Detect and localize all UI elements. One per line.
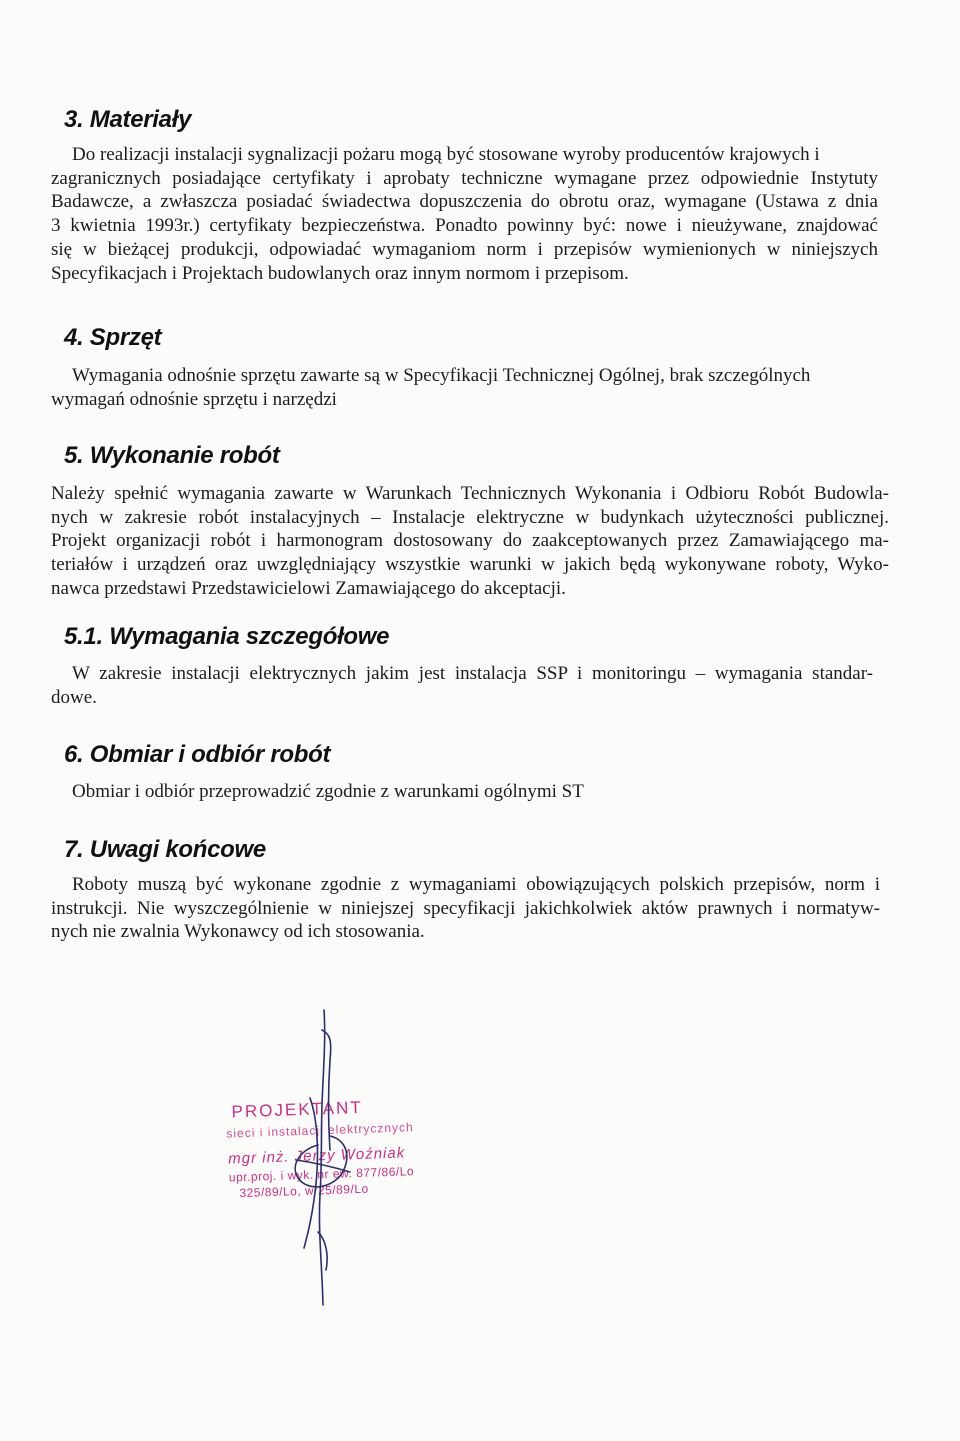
svg-text:mgr inż. Jerzy Woźniak: mgr inż. Jerzy Woźniak	[227, 1144, 406, 1168]
text-line: Obmiar i odbiór przeprowadzić zgodnie z warunkami ogólnymi ST	[72, 781, 584, 802]
text-line: wymagań odnośnie sprzętu i narzędzi	[51, 388, 337, 410]
text-line: Roboty muszą być wykonane zgodnie z wymaganiami obowiązujących polskich przepisów, norm i	[72, 874, 880, 895]
svg-text:upr.proj. i wyk. nr ew. 877/86: upr.proj. i wyk. nr ew. 877/86/Lo	[228, 1164, 415, 1185]
section-heading-obmiar-odbior: 6. Obmiar i odbiór robót	[64, 741, 331, 768]
text-line: 3 kwietnia 1993r.) certyfikaty bezpieczeństwa. Ponadto powinny być: nowe i nieużywane, znajdować	[51, 215, 878, 237]
text-line: teriałów i urządzeń oraz uwzględniający wszystkie warunki w jakich będą wykonywane roboty, Wyko-	[51, 554, 889, 576]
svg-text:PROJEKTANT: PROJEKTANT	[231, 1097, 364, 1122]
text-line: Wymagania odnośnie sprzętu zawarte są w Specyfikacji Technicznej Ogólnej, brak szczególnych	[72, 365, 811, 386]
text-line: instrukcji. Nie wyszczególnienie w niniejszej specyfikacji jakichkolwiek aktów prawnych i normatyw-	[51, 897, 880, 919]
text-line: Do realizacji instalacji sygnalizacji pożaru mogą być stosowane wyroby producentów krajowych i	[72, 144, 820, 165]
text-line: się w bieżącej produkcji, odpowiadać wymaganiom norm i przepisów wymienionych w niniejszych	[51, 238, 878, 260]
section-heading-wymagania-szczegolowe: 5.1. Wymagania szczegółowe	[64, 623, 390, 650]
section-heading-wykonanie-robot: 5. Wykonanie robót	[64, 442, 280, 469]
text-line: Specyfikacjach i Projektach budowlanych oraz innym normom i przepisom.	[51, 262, 629, 284]
svg-text:325/89/Lo, w/25/89/Lo: 325/89/Lo, w/25/89/Lo	[239, 1181, 369, 1201]
text-line: zagranicznych posiadające certyfikaty i aprobaty techniczne wymagane przez odpowiednie Instytuty	[51, 167, 878, 189]
text-line: nawca przedstawi Przedstawicielowi Zamawiającego do akceptacji.	[51, 577, 566, 599]
text-line: nych w zakresie robót instalacyjnych – Instalacje elektryczne w budynkach użyteczności publicznej.	[51, 506, 889, 528]
text-line: Badawcze, a zwłaszcza posiadać świadectwa dopuszczenia do obrotu oraz, wymagane (Ustawa z dnia	[51, 191, 878, 213]
section-heading-sprzet: 4. Sprzęt	[64, 324, 162, 351]
section-heading-uwagi-koncowe: 7. Uwagi końcowe	[64, 836, 266, 863]
text-line: Należy spełnić wymagania zawarte w Warunkach Technicznych Wykonania i Odbioru Robót Budowla-	[51, 483, 889, 504]
svg-text:sieci i instalacji elektryczny: sieci i instalacji elektrycznych	[226, 1120, 414, 1141]
text-line: dowe.	[51, 686, 97, 708]
text-line: Projekt organizacji robót i harmonogram dostosowany do zaakceptowanych przez Zamawiającego ma-	[51, 530, 889, 552]
text-line: W zakresie instalacji elektrycznych jakim jest instalacja SSP i monitoringu – wymagania standar-	[72, 663, 873, 684]
section-heading-materialy: 3. Materiały	[64, 106, 192, 133]
text-line: nych nie zwalnia Wykonawcy od ich stosowania.	[51, 921, 425, 943]
